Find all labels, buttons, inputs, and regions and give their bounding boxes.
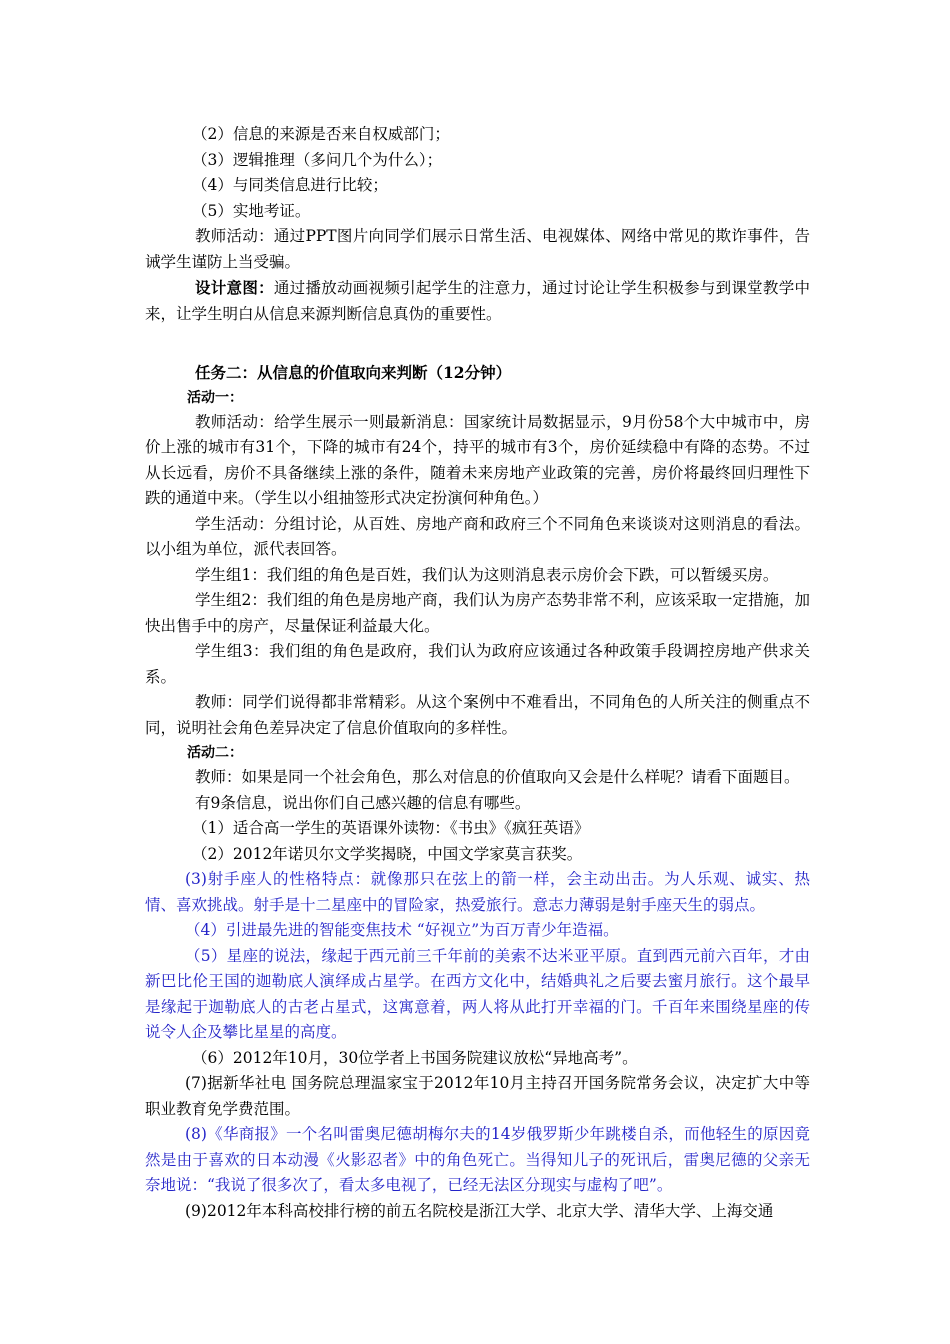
intro-item-3: （3）逻辑推理（多问几个为什么）；	[192, 150, 443, 169]
intro-item-5: （5）实地考证。	[192, 201, 311, 220]
info-item-1: （1）适合高一学生的英语课外读物：《书虫》《疯狂英语》	[192, 819, 590, 837]
nine-items-intro: 有9条信息，说出你们自己感兴趣的信息有哪些。	[195, 793, 531, 812]
info-item-6: （6）2012年10月，30位学者上书国务院建议放松“异地高考”。	[192, 1048, 638, 1067]
teacher-summary: 教师：同学们说得都非常精彩。从这个案例中不难看出，不同角色的人所关注的侧重点不同，说明社会角色差异决定了信息价值取向的多样性。	[145, 693, 810, 737]
document-page	[145, 122, 810, 1224]
activity-two-label: 活动二：	[187, 745, 243, 761]
task2-heading: 任务二：从信息的价值取向来判断（12分钟）	[195, 363, 512, 382]
info-item-4: （4）引进最先进的智能变焦技术 “好视立”为百万青少年造福。	[185, 921, 619, 939]
design-intent-label: 设计意图：	[195, 278, 274, 297]
design-intent-text: 通过播放动画视频引起学生的注意力，通过讨论让学生积极参与到课堂教学中来，让学生明白从信息来源判断信息真伪的重要性。	[145, 279, 810, 323]
student-group-1: 学生组1：我们组的角色是百姓，我们认为这则消息表示房价会下跌，可以暂缓买房。	[195, 565, 779, 584]
intro-item-4: （4）与同类信息进行比较；	[192, 176, 388, 194]
spacer	[145, 327, 810, 352]
info-item-2: （2）2012年诺贝尔文学奖揭晓，中国文学家莫言获奖。	[192, 844, 583, 863]
student-group-3: 学生组3：我们组的角色是政府，我们认为政府应该通过各种政策手段调控房地产供求关系。	[145, 642, 810, 686]
teacher-activity-paragraph: 教师活动：通过PPT图片向同学们展示日常生活、电视媒体、网络中常见的欺诈事件，告诫学生谨防上当受骗。	[145, 227, 810, 271]
info-item-5: （5）星座的说法，缘起于西元前三千年前的美索不达米亚平原。直到西元前六百年，才由新巴比伦王国的迦勒底人演绎成占星学。在西方文化中，结婚典礼之后要去蜜月旅行。这个最早是缘起于迦勒底人的古老占星式，这寓意着，两人将从此打开幸福的门。千百年来围绕星座的传说令人企及攀比星星的高度。	[145, 946, 810, 1041]
task2-student-activity: 学生活动：分组讨论，从百姓、房地产商和政府三个不同角色来谈谈对这则消息的看法。以小组为单位，派代表回答。	[145, 514, 810, 558]
activity-one-label: 活动一：	[187, 389, 243, 406]
info-item-9: (9)2012年本科高校排行榜的前五名院校是浙江大学、北京大学、清华大学、上海交通	[185, 1201, 774, 1220]
info-item-7: (7)据新华社电 国务院总理温家宝于2012年10月主持召开国务院常务会议，决定扩大中等职业教育免学费范围。	[145, 1074, 810, 1118]
intro-item-2: （2）信息的来源是否来自权威部门；	[192, 125, 450, 143]
info-item-3: (3)射手座人的性格特点：就像那只在弦上的箭一样，会主动出击。为人乐观、诚实、热情、喜欢挑战。射手是十二星座中的冒险家，热爱旅行。意志力薄弱是射手座天生的弱点。	[145, 870, 810, 914]
student-group-2: 学生组2：我们组的角色是房地产商，我们认为房产态势非常不利，应该采取一定措施，加快出售手中的房产，尽量保证利益最大化。	[145, 591, 810, 635]
task2-teacher-activity: 教师活动：给学生展示一则最新消息：国家统计局数据显示，9月份58个大中城市中，房价上涨的城市有31个，下降的城市有24个，持平的城市有3个，房价延续稳中有降的态势。不过从长远看，房价不具备继续上涨的条件，随着未来房地产业政策的完善，房价将最终回归理性下跌的通道中来。（学生以小组抽签形式决定扮演何种角色。）	[145, 412, 810, 507]
design-intent-paragraph	[145, 275, 810, 327]
info-item-8: (8)《华商报》一个名叫雷奥尼德胡梅尔夫的14岁俄罗斯少年跳楼自杀，而他轻生的原因竟然是由于喜欢的日本动漫《火影忍者》中的角色死亡。当得知儿子的死讯后，雷奥尼德的父亲无奈地说：“我说了很多次了，看太多电视了，已经无法区分现实与虚构了吧”。	[145, 1125, 810, 1194]
teacher-question: 教师：如果是同一个社会角色，那么对信息的价值取向又会是什么样呢？请看下面题目。	[195, 768, 800, 786]
